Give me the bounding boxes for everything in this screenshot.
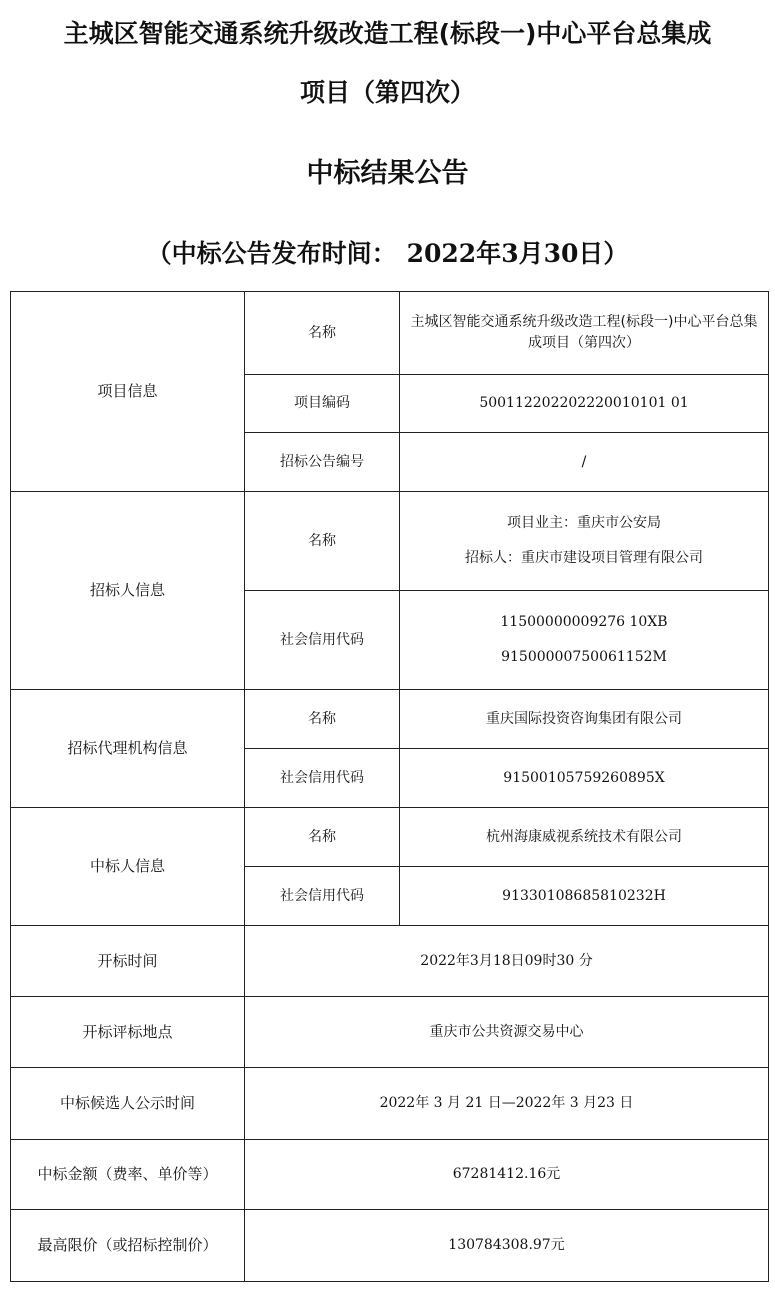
agency-credit-label: 社会信用代码 (245, 749, 400, 808)
tenderer-credit-label: 社会信用代码 (245, 591, 400, 690)
bid-amount-value: 67281412.16元 (245, 1140, 769, 1210)
project-code-value: 500112202202220010101 01 (400, 375, 769, 433)
table-row (11, 292, 769, 375)
open-time-value: 2022年3月18日09时30 分 (245, 926, 769, 997)
tenderer-name-value (400, 492, 769, 591)
result-table (10, 291, 769, 1282)
title-line-2: 项目（第四次） (299, 78, 475, 107)
open-place-label: 开标评标地点 (11, 997, 245, 1068)
max-price-label: 最高限价（或招标控制价） (11, 1210, 245, 1282)
tenderer: 招标人：重庆市建设项目管理有限公司 (465, 550, 703, 566)
open-place-value: 重庆市公共资源交易中心 (245, 997, 769, 1068)
bid-amount-label: 中标金额（费率、单价等） (11, 1140, 245, 1210)
tenderer-credit-value (400, 591, 769, 690)
table-row (11, 997, 769, 1068)
publicity-time-label: 中标候选人公示时间 (11, 1068, 245, 1140)
tenderer-credit-code-1: 11500000009276 10XB (500, 614, 668, 630)
table-row (11, 926, 769, 997)
agency-name-label: 名称 (245, 690, 400, 749)
agency-credit-value: 91500105759260895X (400, 749, 769, 808)
winner-name-value: 杭州海康威视系统技术有限公司 (400, 808, 769, 867)
table-row (11, 690, 769, 749)
publish-time-date: 2022年3月30日） (406, 239, 629, 268)
project-info-group: 项目信息 (11, 292, 245, 492)
publish-time-label: （中标公告发布时间： (146, 239, 397, 268)
title-line-1: 主城区智能交通系统升级改造工程(标段一)中心平台总集成 (63, 19, 712, 48)
table-row (11, 1068, 769, 1140)
table-row (11, 1140, 769, 1210)
project-owner: 项目业主：重庆市公安局 (507, 515, 661, 531)
notice-number-value: / (400, 433, 769, 492)
winner-credit-label: 社会信用代码 (245, 867, 400, 926)
announcement-heading: 中标结果公告 (306, 158, 469, 189)
tenderer-name-label: 名称 (245, 492, 400, 591)
open-time-label: 开标时间 (11, 926, 245, 997)
tenderer-credit-code-2: 91500000750061152M (501, 649, 667, 665)
agency-name-value: 重庆国际投资咨询集团有限公司 (400, 690, 769, 749)
project-name-label: 名称 (245, 292, 400, 375)
winner-name-label: 名称 (245, 808, 400, 867)
project-name-value: 主城区智能交通系统升级改造工程(标段一)中心平台总集成项目（第四次） (400, 292, 769, 375)
agency-info-group: 招标代理机构信息 (11, 690, 245, 808)
table-row (11, 1210, 769, 1282)
tenderer-info-group: 招标人信息 (11, 492, 245, 690)
winner-info-group: 中标人信息 (11, 808, 245, 926)
max-price-value: 130784308.97元 (245, 1210, 769, 1282)
project-code-label: 项目编码 (245, 375, 400, 433)
table-row (11, 492, 769, 591)
publish-time (0, 234, 775, 270)
table-row (11, 808, 769, 867)
publicity-time-value: 2022年 3 月 21 日—2022年 3 月23 日 (245, 1068, 769, 1140)
winner-credit-value: 91330108685810232H (400, 867, 769, 926)
notice-number-label: 招标公告编号 (245, 433, 400, 492)
